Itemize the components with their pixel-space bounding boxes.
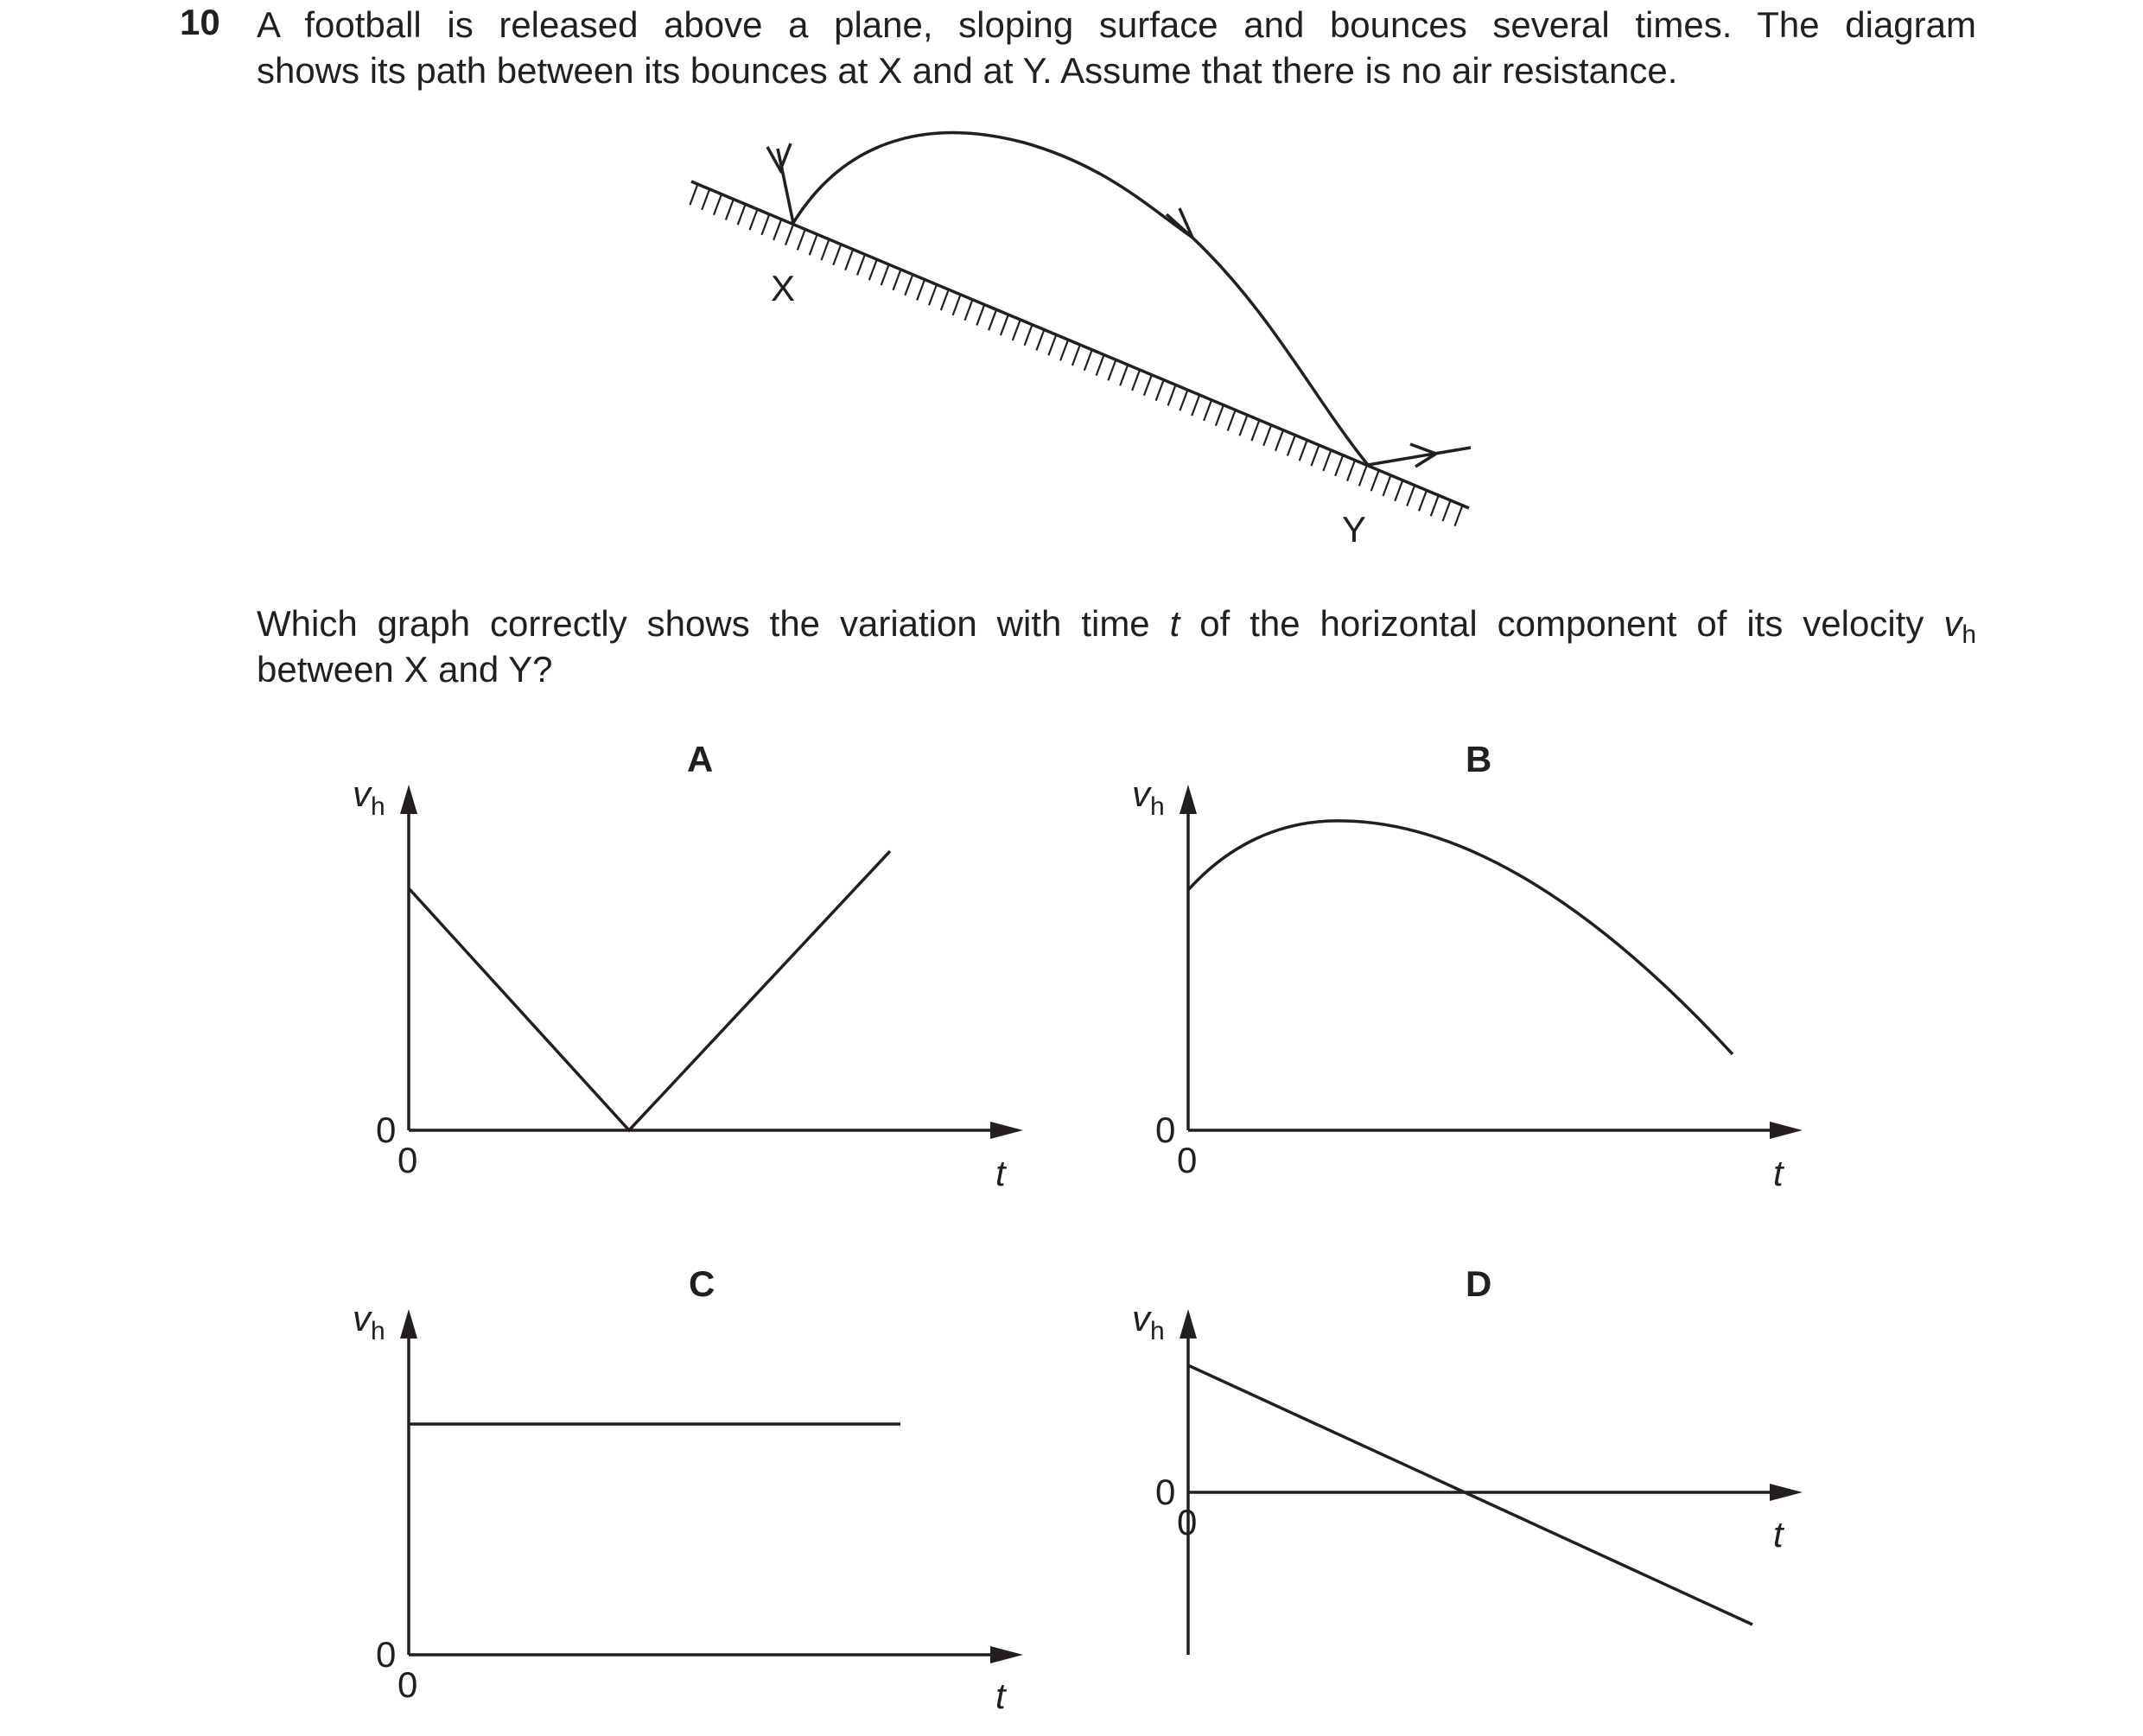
prompt-v-symbol: v (1943, 603, 1962, 644)
hatch-mark (857, 254, 865, 275)
hatch-mark (773, 219, 781, 240)
hatch-mark (1419, 490, 1427, 511)
origin-x-label: 0 (397, 1664, 418, 1705)
graph-line-a (409, 851, 890, 1130)
hatch-mark (702, 189, 709, 210)
origin-y-label: 0 (376, 1634, 397, 1675)
question-text-line2: shows its path between its bounces at X and at Y. Assume that there is no air resistance. (257, 50, 1678, 91)
origin-y-label: 0 (1155, 1472, 1176, 1512)
y-axis-arrow-icon (1180, 785, 1197, 814)
origin-y-label: 0 (376, 1110, 397, 1150)
graph-line-d (1188, 1365, 1752, 1625)
hatch-mark (953, 295, 961, 315)
hatch-mark (1263, 425, 1271, 446)
outgoing-path (1368, 448, 1471, 465)
hatch-mark (726, 200, 734, 220)
hatch-mark (1371, 470, 1379, 491)
hatch-mark (1240, 415, 1248, 436)
hatch-mark (893, 270, 901, 290)
ball-trajectory (793, 133, 1368, 465)
y-axis-label: $v_h$ (353, 773, 385, 821)
hatch-mark (1216, 405, 1224, 426)
hatch-mark (929, 284, 937, 305)
origin-x-label: 0 (1177, 1140, 1198, 1180)
x-axis-label: t (1773, 1153, 1784, 1193)
hatch-mark (869, 259, 877, 280)
hatch-mark (822, 239, 830, 260)
prompt-h-subscript: h (1962, 620, 1976, 649)
option-a-letter: A (687, 739, 714, 779)
x-axis-arrow-icon (990, 1122, 1023, 1139)
option-b-letter: B (1466, 739, 1492, 779)
sloping-surface (691, 181, 1469, 508)
hatch-mark (1312, 445, 1320, 466)
origin-x-label: 0 (1177, 1502, 1198, 1542)
hatch-mark (810, 234, 817, 255)
hatch-mark (845, 250, 853, 270)
prompt-line1 (257, 601, 1976, 649)
hatch-mark (1013, 320, 1021, 340)
graph-c (353, 1263, 1023, 1716)
hatch-mark (690, 184, 697, 205)
hatch-mark (1048, 334, 1056, 355)
slope-diagram (690, 133, 1471, 550)
hatch-mark (1288, 436, 1295, 456)
hatch-mark (1144, 375, 1152, 396)
x-axis-label: t (995, 1676, 1006, 1716)
y-axis-arrow-icon (400, 785, 417, 814)
hatch-mark (941, 289, 949, 310)
hatch-mark (1431, 495, 1439, 516)
hatch-mark (1251, 420, 1259, 441)
x-axis-arrow-icon (990, 1646, 1023, 1663)
hatch-mark (1275, 430, 1283, 451)
hatch-mark (1072, 345, 1080, 366)
graph-line-b (1188, 821, 1733, 1054)
hatch-mark (881, 264, 889, 285)
hatch-mark (1383, 475, 1391, 496)
hatch-mark (1347, 461, 1355, 481)
origin-y-label: 0 (1155, 1110, 1176, 1150)
hatch-mark (1084, 350, 1092, 371)
point-y-label: Y (1342, 509, 1367, 550)
point-x-label: X (771, 268, 796, 308)
hatch-mark (1443, 500, 1451, 521)
hatch-mark (1036, 330, 1044, 351)
y-axis-label: $v_h$ (1132, 1298, 1165, 1345)
graph-d (1132, 1263, 1803, 1655)
x-axis-label: t (1773, 1514, 1784, 1555)
hatch-mark (965, 300, 973, 321)
y-axis-arrow-icon (1180, 1309, 1197, 1339)
hatch-mark (1359, 465, 1367, 486)
hatch-mark (1395, 480, 1402, 501)
hatch-mark (1156, 380, 1164, 401)
hatch-mark (1180, 390, 1187, 410)
origin-x-label: 0 (397, 1140, 418, 1180)
question-number: 10 (180, 2, 220, 42)
prompt-line2: between X and Y? (257, 649, 553, 690)
y-axis-label: $v_h$ (1132, 773, 1165, 821)
prompt-text-mid: of the horizontal component of its velocity (1180, 603, 1944, 644)
hatch-mark (761, 214, 769, 235)
question-text-line1: A football is released above a plane, sloping surface and bounces several times. The diagram (257, 4, 1976, 45)
hatch-mark (1097, 355, 1104, 376)
hatch-mark (1132, 370, 1140, 391)
hatch-mark (989, 309, 996, 330)
hatch-mark (1335, 455, 1343, 476)
hatch-mark (905, 275, 913, 296)
hatch-mark (1407, 486, 1415, 506)
hatch-mark (917, 280, 925, 301)
y-axis-arrow-icon (400, 1309, 417, 1339)
hatch-mark (1300, 440, 1307, 461)
hatch-mark (1025, 325, 1033, 346)
option-d-letter: D (1466, 1263, 1492, 1304)
hatch-mark (1168, 385, 1176, 405)
hatch-mark (750, 209, 758, 230)
hatch-mark (1120, 365, 1128, 385)
hatch-mark (1204, 400, 1211, 421)
prompt-text: Which graph correctly shows the variation with time (257, 603, 1170, 644)
hatch-mark (976, 305, 984, 326)
surface-hatching (690, 184, 1462, 526)
hatch-mark (785, 225, 793, 245)
hatch-mark (1108, 359, 1116, 380)
graph-b (1132, 739, 1803, 1193)
hatch-mark (798, 229, 805, 250)
x-axis-arrow-icon (1770, 1484, 1803, 1501)
x-axis-arrow-icon (1770, 1122, 1803, 1139)
hatch-mark (1001, 315, 1008, 335)
option-c-letter: C (689, 1263, 715, 1304)
x-axis-label: t (995, 1153, 1006, 1193)
hatch-mark (1323, 450, 1331, 471)
hatch-mark (833, 245, 841, 265)
hatch-mark (738, 204, 746, 225)
prompt-t-symbol: t (1169, 603, 1180, 644)
hatch-mark (1455, 506, 1463, 526)
hatch-mark (1192, 395, 1199, 416)
hatch-mark (1060, 340, 1068, 360)
y-axis-label: $v_h$ (353, 1298, 385, 1345)
hatch-mark (714, 194, 722, 215)
hatch-mark (1228, 410, 1236, 431)
graph-a (353, 739, 1023, 1193)
